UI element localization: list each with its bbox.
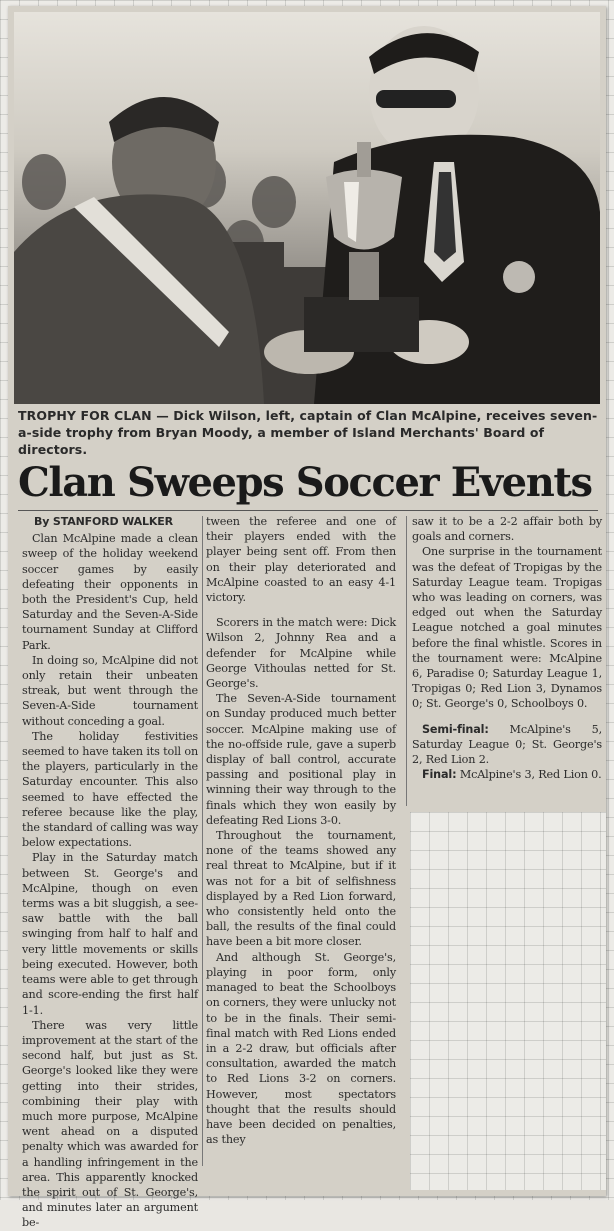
semifinal-text: McAlpine's 5, Saturday League 0; St. George's 2, Red Lion 2. [412, 722, 603, 767]
paragraph: Clan McAlpine made a clean sweep of the holiday weekend soccer games by easily defeating their opponents in both the President's Cup, held Saturday and the Seven-A-Side tournament Sunday at Clifford Park. [22, 532, 198, 652]
column-divider [406, 516, 407, 806]
final-label: Final: [422, 768, 457, 782]
paragraph: The holiday festivities seemed to have taken its toll on the players, particularly in the Saturday encounter. This also seemed to have effected the referee because like the play, the standard of calling was way below expectations. [22, 729, 198, 850]
article-column-3 [412, 514, 602, 782]
semifinal-results [412, 722, 602, 768]
paragraph: The Seven-A-Side tournament on Sunday produced much better soccer. McAlpine making use of the no-offside rule, gave a superb display of ball control, accurate passing and positional play in winning their way through to the finals which they won easily by defeating Red Lions 3-0. [206, 692, 396, 827]
caption-text: — Dick Wilson, left, captain of Clan McAlpine, receives seven-a-side trophy from Bryan Moody, a member of Island Merchants' Board of directors. [18, 408, 598, 457]
paragraph: There was very little improvement at the start of the second half, but just as St. George's looked like they were getting into their strides, combining their play with much more purpose, McAlpine went ahead on a disputed penalty which was awarded for a handling infringement in the area. This apparently knocked the spirit out of St. George's, and minutes later an argument be- [22, 1018, 198, 1230]
paragraph: tween the referee and one of their players ended with the player being sent off. From then on their play deteriorated and McAlpine coasted to an easy 4-1 victory. [206, 515, 396, 605]
photo-illustration [14, 12, 600, 404]
uncovered-grid-paper [410, 812, 606, 1190]
byline: By STANFORD WALKER [34, 515, 173, 528]
paragraph: Play in the Saturday match between St. George's and McAlpine, though on even terms was a bit sluggish, a see-saw battle with the ball swinging from half to half and very little movements or skills being executed. However, both teams were able to get through and score-ending the first half 1-1. [22, 851, 198, 1017]
column-divider [202, 516, 203, 1166]
photo-caption [18, 407, 598, 458]
article-column-1 [22, 514, 198, 1231]
article-headline: Clan Sweeps Soccer Events [18, 459, 592, 506]
paragraph: Throughout the tournament, none of the teams showed any real threat to McAlpine, but if it was not for a bit of selfishness displayed by a Red Lion forward, who consistently held onto the ball, the results of the final could have been a bit more closer. [206, 829, 396, 949]
caption-lead: TROPHY FOR CLAN [18, 408, 152, 423]
semifinal-label: Semi-final: [422, 722, 489, 736]
article-column-2 [206, 514, 396, 1147]
paragraph: Scorers in the match were: Dick Wilson 2, Johnny Rea and a defender for McAlpine while George Vithoulas netted for St. George's. [206, 616, 396, 691]
paragraph: One surprise in the tournament was the defeat of Tropigas by the Saturday League team. Tropigas who was leading on corners, was edged out when the Saturday League notched a goal minutes before the final whistle. Scores in the tournament were: McAlpine 6, Paradise 0; Saturday League 1, Tropigas 0; Red Lion 3, Dynamos 0; St. George's 0, Schoolboys 0. [412, 545, 602, 711]
final-results [412, 767, 602, 782]
paragraph: saw it to be a 2-2 affair both by goals and corners. [412, 515, 602, 544]
paragraph: In doing so, McAlpine did not only retain their unbeaten streak, but went through the Seven-A-Side tournament without conceding a goal. [22, 653, 198, 728]
paragraph: And although St. George's, playing in poor form, only managed to beat the Schoolboys on corners, they were unlucky not to be in the finals. Their semi-final match with Red Lions ended in a 2-2 draw, but officials after consultation, awarded the match to Red Lions 3-2 on corners. However, most spectators thought that the results should have been decided on penalties, as they [206, 950, 396, 1147]
headline-rule [18, 510, 598, 511]
final-text: McAlpine's 3, Red Lion 0. [459, 768, 602, 782]
trophy-presentation-photo [14, 12, 600, 404]
